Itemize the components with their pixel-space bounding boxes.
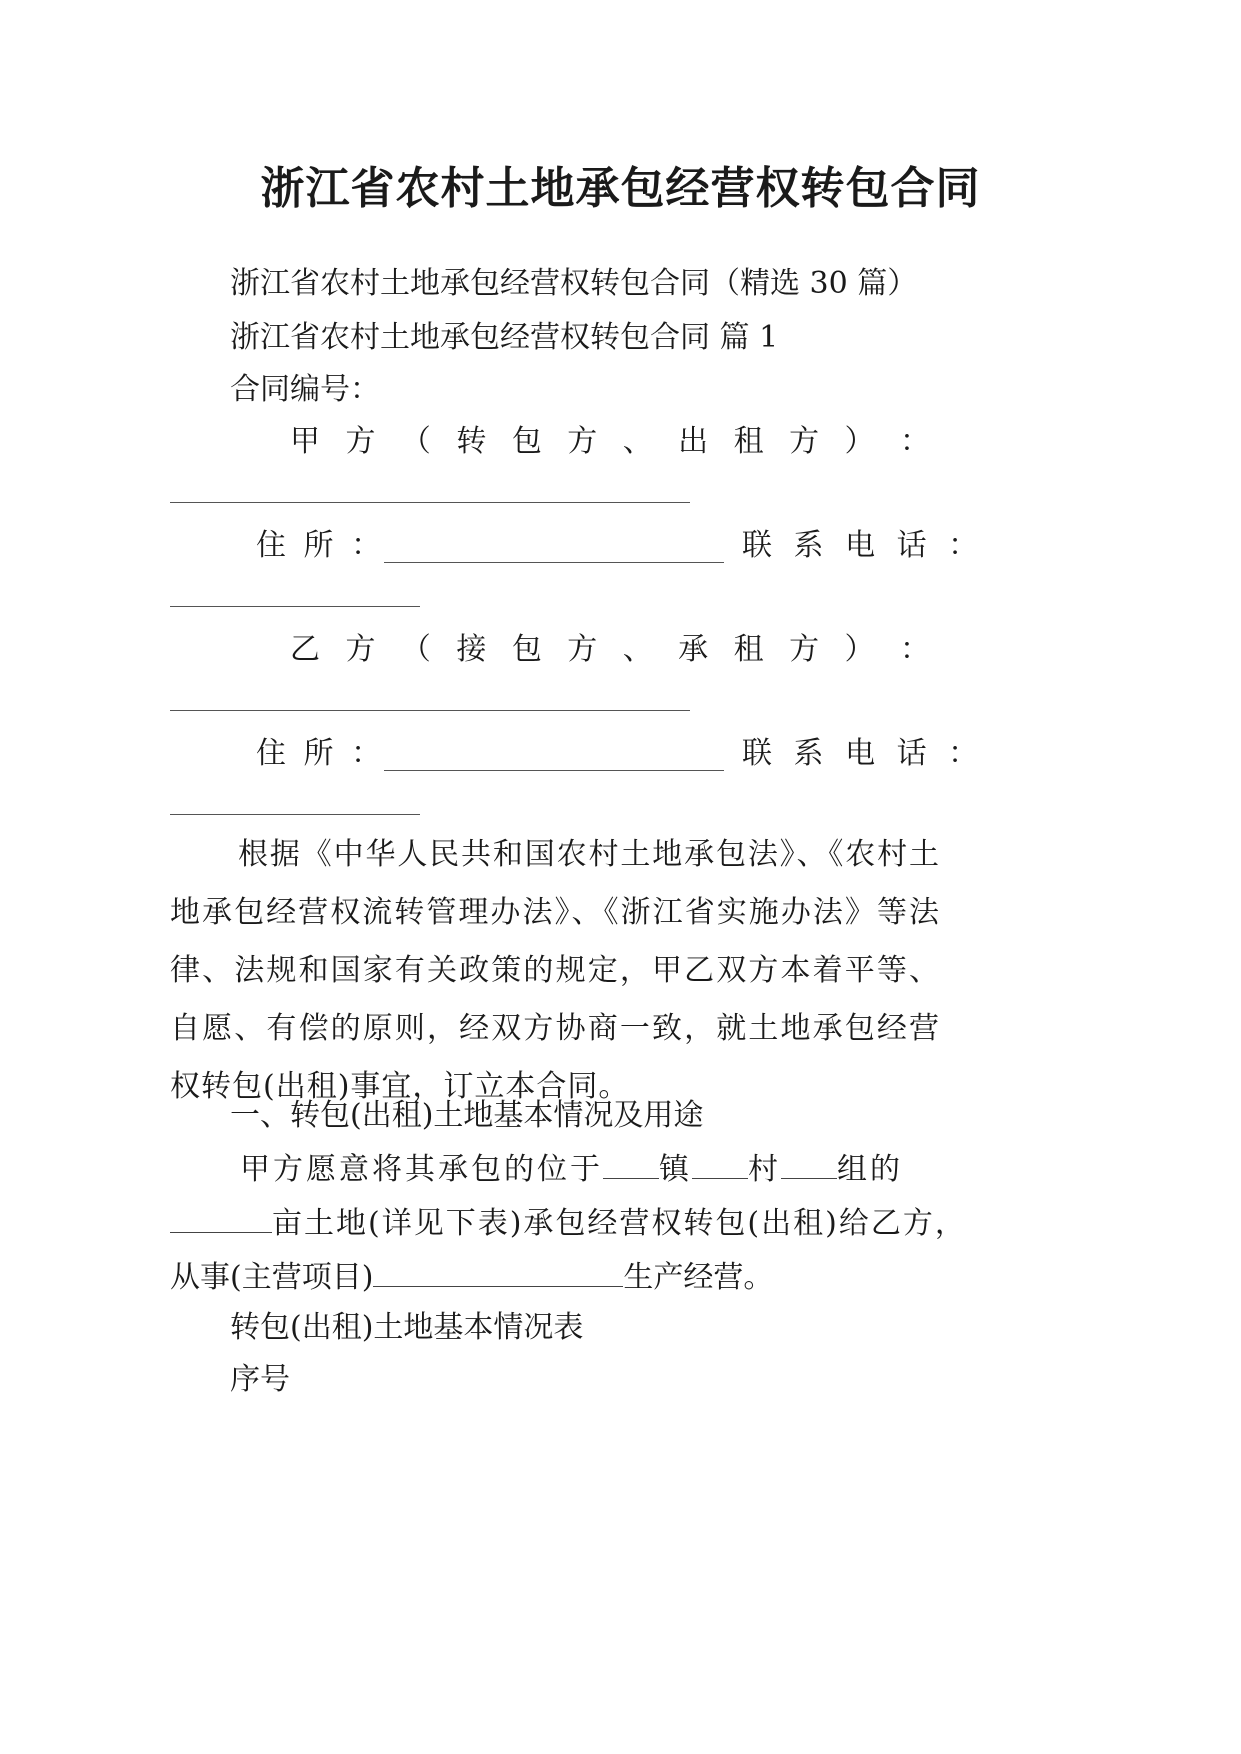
subtitle-selected: 浙江省农村土地承包经营权转包合同（精选 30 篇）: [230, 266, 918, 301]
party-a-phone-label: 联 系 电 话 ：: [742, 528, 985, 563]
subtitle-part: 浙江省农村土地承包经营权转包合同 篇 1: [230, 320, 779, 355]
section-1-line-3: 从事(主营项目) 生产经营。: [170, 1260, 774, 1295]
party-a-name-blank[interactable]: [170, 502, 690, 503]
section-1-heading: 一、转包(出租)土地基本情况及用途: [230, 1098, 704, 1133]
party-b-phone-label: 联 系 电 话 ：: [742, 736, 985, 771]
town-blank[interactable]: [603, 1152, 659, 1179]
preamble-paragraph: 根据《中华人民共和国农村土地承包法》、《农村土地承包经营权流转管理办法》、《浙江省实施办法》等法律、法规和国家有关政策的规定，甲乙双方本着平等、自愿、有偿的原则，经双方协商一致，就土地承包经营权转包(出租)事宜，订立本合同。: [170, 837, 940, 1104]
party-a-label: 甲 方 （ 转 包 方 、 出 租 方 ） ：: [290, 424, 930, 459]
party-b-phone-blank[interactable]: [170, 814, 420, 815]
party-a-phone-blank[interactable]: [170, 606, 420, 607]
document-title: 浙江省农村土地承包经营权转包合同: [260, 163, 981, 214]
party-a-address-label: 住 所 ：: [256, 528, 386, 563]
table-header-serial: 序号: [230, 1362, 290, 1397]
party-b-label: 乙 方 （ 接 包 方 、 承 租 方 ） ：: [290, 632, 930, 667]
section-1-line-1: 甲方愿意将其承包的位于 镇 村 组的: [240, 1152, 903, 1187]
village-blank[interactable]: [692, 1152, 748, 1179]
main-project-blank[interactable]: [373, 1260, 623, 1287]
party-b-address-label: 住 所 ：: [256, 736, 386, 771]
section-1-line-2: 亩土地(详见下表)承包经营权转包(出租)给乙方，: [170, 1206, 967, 1242]
party-a-address-blank[interactable]: [384, 562, 724, 563]
party-b-name-blank[interactable]: [170, 710, 690, 711]
table-title: 转包(出租)土地基本情况表: [230, 1310, 584, 1345]
group-blank[interactable]: [781, 1152, 837, 1179]
contract-number-label: 合同编号：: [230, 372, 380, 407]
area-blank[interactable]: [170, 1206, 272, 1233]
party-b-address-blank[interactable]: [384, 770, 724, 771]
